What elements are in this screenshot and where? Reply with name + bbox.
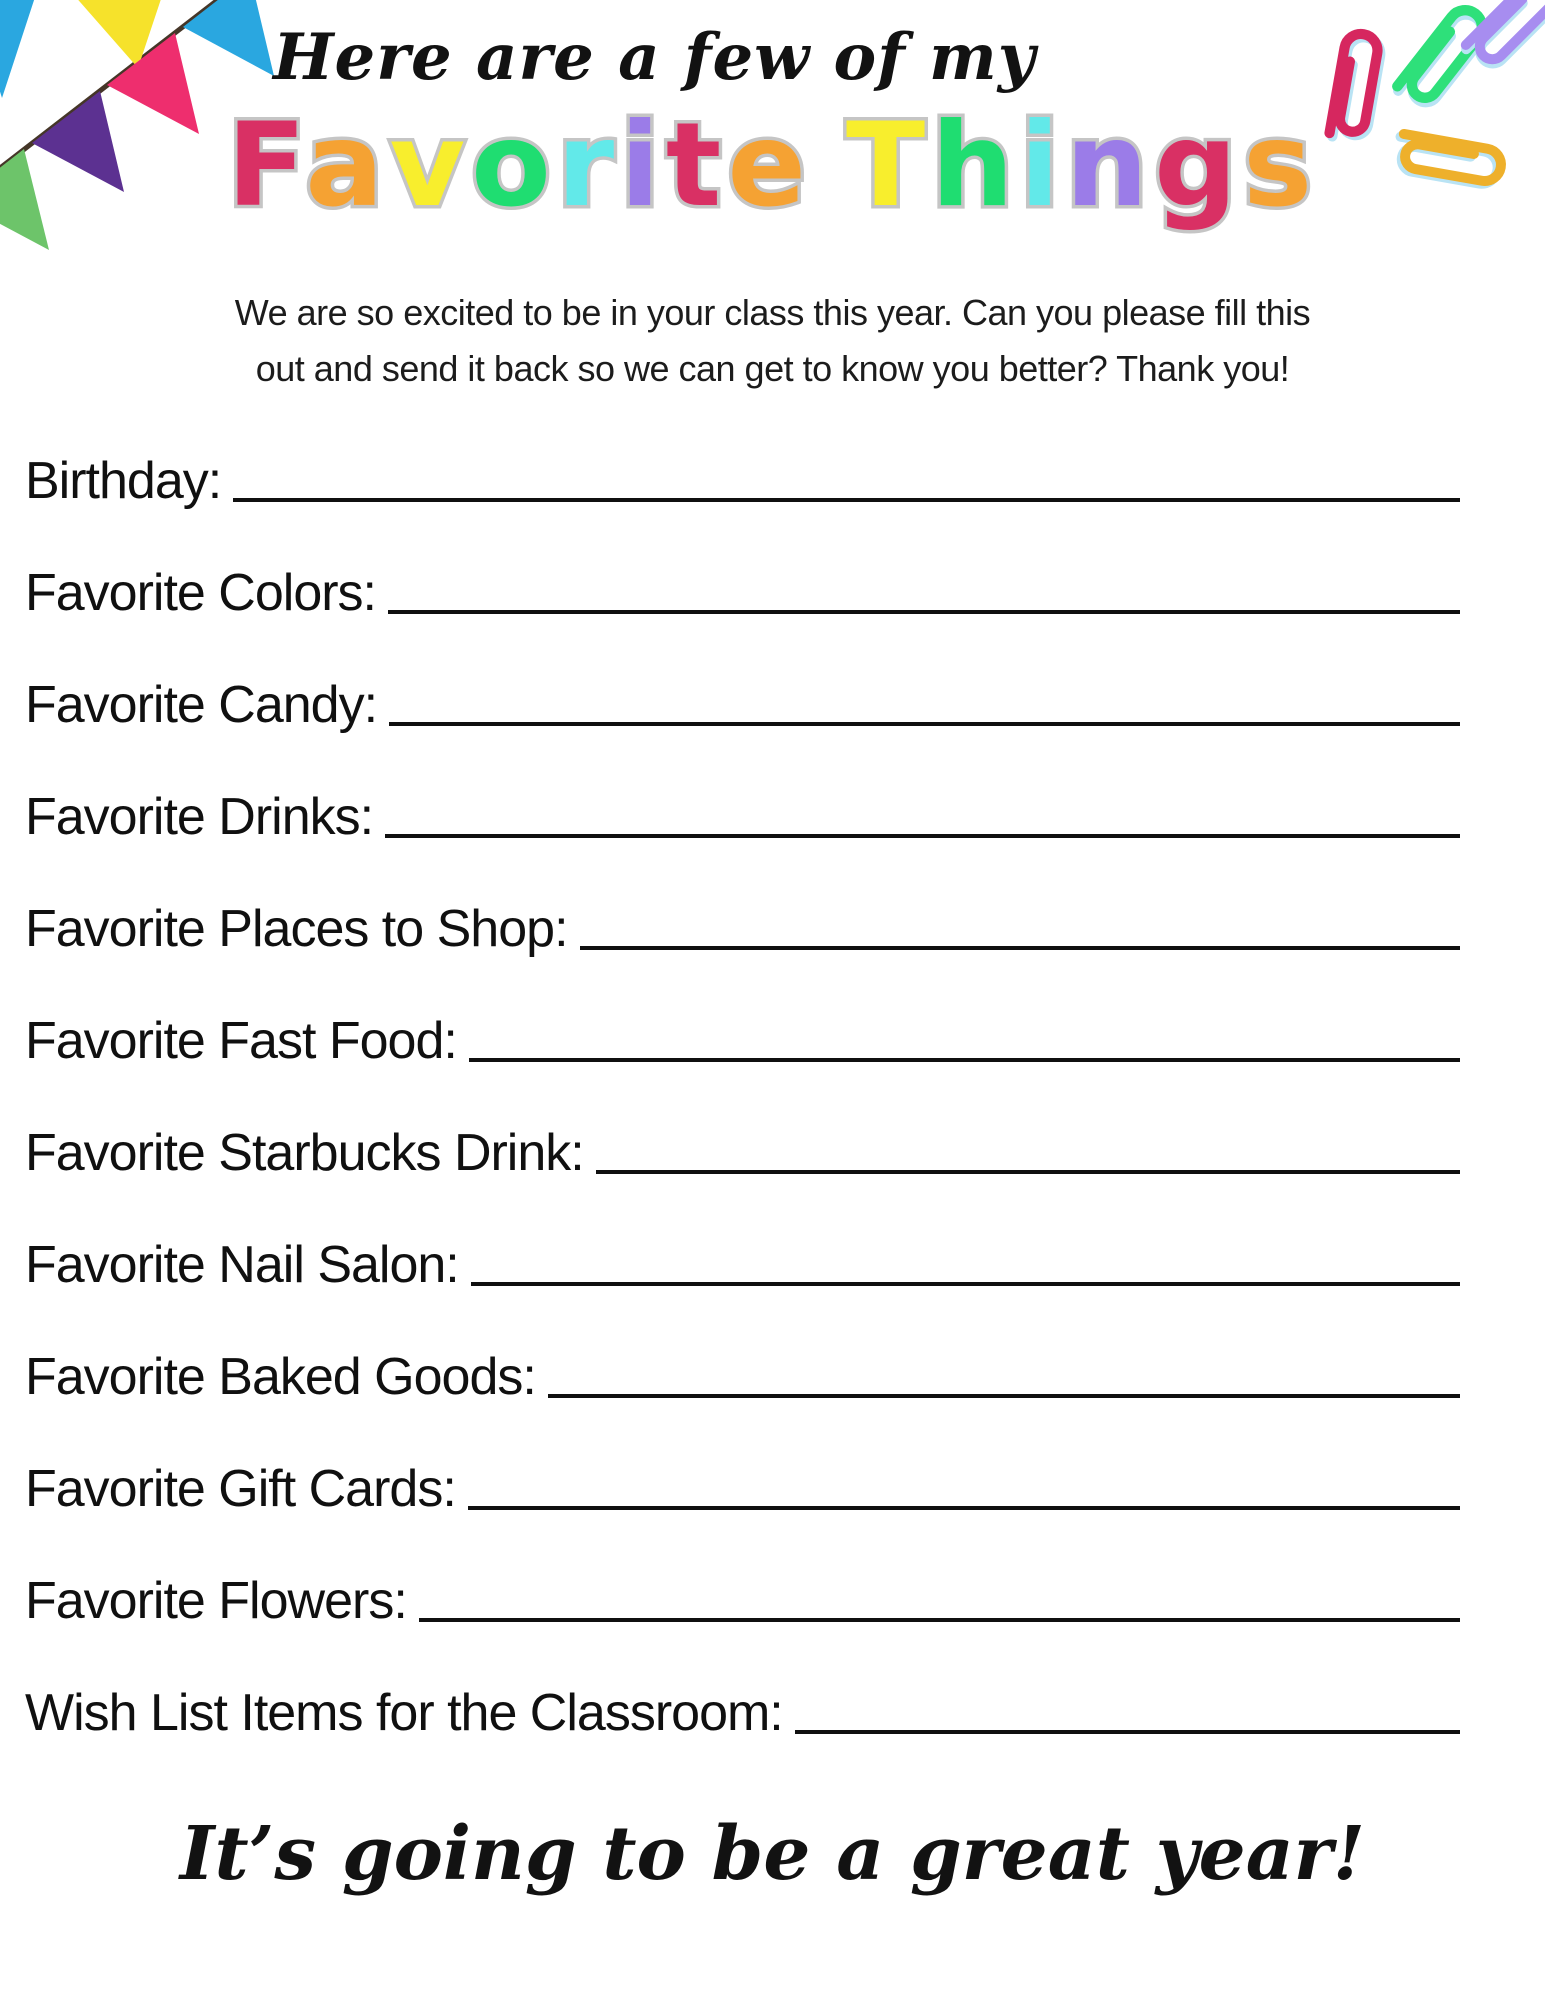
title-letter: F	[226, 98, 306, 234]
field-label: Favorite Drinks:	[25, 788, 374, 847]
title-letter: T	[846, 98, 932, 234]
field-label: Favorite Gift Cards:	[25, 1460, 456, 1519]
title-letter: n	[1065, 98, 1155, 234]
field-label: Favorite Colors:	[25, 564, 376, 623]
title-letter: a	[305, 98, 390, 234]
page-title	[0, 98, 1545, 234]
form-field-row	[25, 1069, 1460, 1181]
form-field-row	[25, 1517, 1460, 1629]
field-label: Favorite Baked Goods:	[25, 1348, 536, 1407]
form-field-row	[25, 509, 1460, 621]
field-label: Favorite Places to Shop:	[25, 900, 568, 959]
title-letter: e	[727, 98, 812, 234]
title-letter: t	[665, 98, 728, 234]
form-field-row	[25, 397, 1460, 509]
write-in-line	[548, 1394, 1460, 1398]
form-field-row	[25, 621, 1460, 733]
title-letter: r	[556, 98, 621, 234]
write-in-line	[596, 1170, 1460, 1174]
write-in-line	[389, 722, 1460, 726]
write-in-line	[580, 946, 1460, 950]
page-header	[0, 0, 1545, 234]
form-field-row	[25, 845, 1460, 957]
footer-script-line: It’s going to be a great year!	[179, 1810, 1366, 1897]
title-letter: o	[471, 98, 557, 234]
write-in-line	[795, 1730, 1460, 1734]
title-letter: i	[1019, 98, 1066, 234]
write-in-line	[388, 610, 1460, 614]
write-in-line	[419, 1618, 1460, 1622]
form-field-row	[25, 1405, 1460, 1517]
field-label: Favorite Flowers:	[25, 1572, 407, 1631]
title-letter: g	[1154, 98, 1244, 234]
form-field-row	[25, 1181, 1460, 1293]
write-in-line	[471, 1282, 1460, 1286]
write-in-line	[468, 1506, 1460, 1510]
form-fields	[0, 397, 1545, 1741]
title-letter: h	[931, 98, 1020, 234]
title-letter: s	[1243, 98, 1319, 234]
field-label: Favorite Candy:	[25, 676, 378, 735]
write-in-line	[469, 1058, 1460, 1062]
header-script-line: Here are a few of my	[273, 20, 1036, 95]
title-letter: v	[389, 98, 472, 234]
form-field-row	[25, 957, 1460, 1069]
title-letter: i	[620, 98, 666, 234]
form-field-row	[25, 1629, 1460, 1741]
write-in-line	[385, 834, 1460, 838]
intro-line-2: out and send it back so we can get to know you better? Thank you!	[255, 347, 1290, 389]
field-label: Favorite Starbucks Drink:	[25, 1124, 584, 1183]
field-label: Favorite Fast Food:	[25, 1012, 457, 1071]
field-label: Birthday:	[25, 452, 222, 511]
form-field-row	[25, 733, 1460, 845]
intro-line-1: We are so excited to be in your class this year. Can you please fill this	[234, 292, 1311, 334]
write-in-line	[233, 498, 1460, 502]
field-label: Wish List Items for the Classroom:	[25, 1684, 783, 1743]
form-field-row	[25, 1293, 1460, 1405]
field-label: Favorite Nail Salon:	[25, 1236, 459, 1295]
